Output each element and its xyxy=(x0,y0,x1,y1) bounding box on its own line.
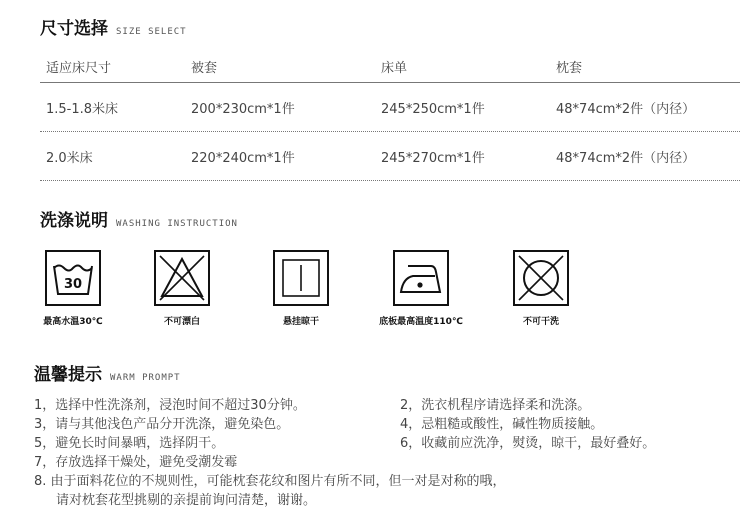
size-section-title: 尺寸选择 xyxy=(40,19,108,39)
wash-label: 悬挂晾干 xyxy=(282,317,319,327)
wash-item xyxy=(486,250,596,327)
wash-temp-text: 30 xyxy=(63,277,83,292)
cell-bed-sheet: 245*270cm*1件 xyxy=(381,150,485,166)
wash-label: 不可漂白 xyxy=(163,317,200,327)
tips-section-header xyxy=(34,360,181,385)
size-section-header xyxy=(40,14,187,39)
wash-section-header xyxy=(40,206,238,231)
wash-30-icon xyxy=(45,250,101,306)
table-row xyxy=(40,83,740,132)
tip-5: 5，避免长时间暴晒，选择阴干。 xyxy=(34,436,225,451)
wash-item xyxy=(18,250,128,327)
tip-2: 2，洗衣机程序请选择柔和洗涤。 xyxy=(400,398,591,413)
wash-item xyxy=(127,250,237,327)
tip-7: 7，存放选择干燥处，避免受潮发霉 xyxy=(34,455,238,470)
cell-pillowcase: 48*74cm*2件（内径） xyxy=(556,150,696,166)
iron-icon xyxy=(393,250,449,306)
wash-label: 不可干洗 xyxy=(522,317,559,327)
header-bed-size: 适应床尺寸 xyxy=(46,60,112,76)
wash-section-title: 洗涤说明 xyxy=(40,211,108,231)
cell-bed-sheet: 245*250cm*1件 xyxy=(381,101,485,117)
wash-label: 最高水温30℃ xyxy=(43,317,103,327)
wash-icons xyxy=(40,250,600,330)
drip-dry-icon xyxy=(273,250,329,306)
wash-item xyxy=(366,250,476,327)
tip-8-continued: 请对枕套花型挑剔的亲提前询问清楚，谢谢。 xyxy=(56,493,317,508)
tip-6: 6，收藏前应洗净，熨烫，晾干，最好叠好。 xyxy=(400,436,656,451)
cell-duvet-cover: 200*230cm*1件 xyxy=(191,101,295,117)
tips-section-subtitle: WARM PROMPT xyxy=(110,373,181,383)
wash-section-subtitle: WASHING INSTRUCTION xyxy=(116,219,238,229)
header-bed-sheet: 床单 xyxy=(381,60,408,76)
tip-1: 1，选择中性洗涤剂，浸泡时间不超过30分钟。 xyxy=(34,398,306,413)
size-table xyxy=(40,50,740,181)
table-row xyxy=(40,132,740,181)
no-bleach-icon xyxy=(154,250,210,306)
tips-section-title: 温馨提示 xyxy=(34,365,102,385)
wash-label: 底板最高温度110℃ xyxy=(379,317,463,327)
cell-bed-size: 1.5-1.8米床 xyxy=(46,101,119,117)
no-tumble-dry-icon xyxy=(513,250,569,306)
tip-4: 4，忌粗糙或酸性，碱性物质接触。 xyxy=(400,417,604,432)
size-section-subtitle: SIZE SELECT xyxy=(116,27,187,37)
cell-bed-size: 2.0米床 xyxy=(46,150,93,166)
header-pillowcase: 枕套 xyxy=(556,60,583,76)
tip-3: 3，请与其他浅色产品分开洗涤，避免染色。 xyxy=(34,417,290,432)
cell-duvet-cover: 220*240cm*1件 xyxy=(191,150,295,166)
header-duvet-cover: 被套 xyxy=(191,60,218,76)
wash-item xyxy=(246,250,356,327)
tip-8: 8. 由于面料花位的不规则性，可能枕套花纹和图片有所不同，但一对是对称的哦， xyxy=(34,474,506,489)
cell-pillowcase: 48*74cm*2件（内径） xyxy=(556,101,696,117)
size-table-header xyxy=(40,50,740,83)
